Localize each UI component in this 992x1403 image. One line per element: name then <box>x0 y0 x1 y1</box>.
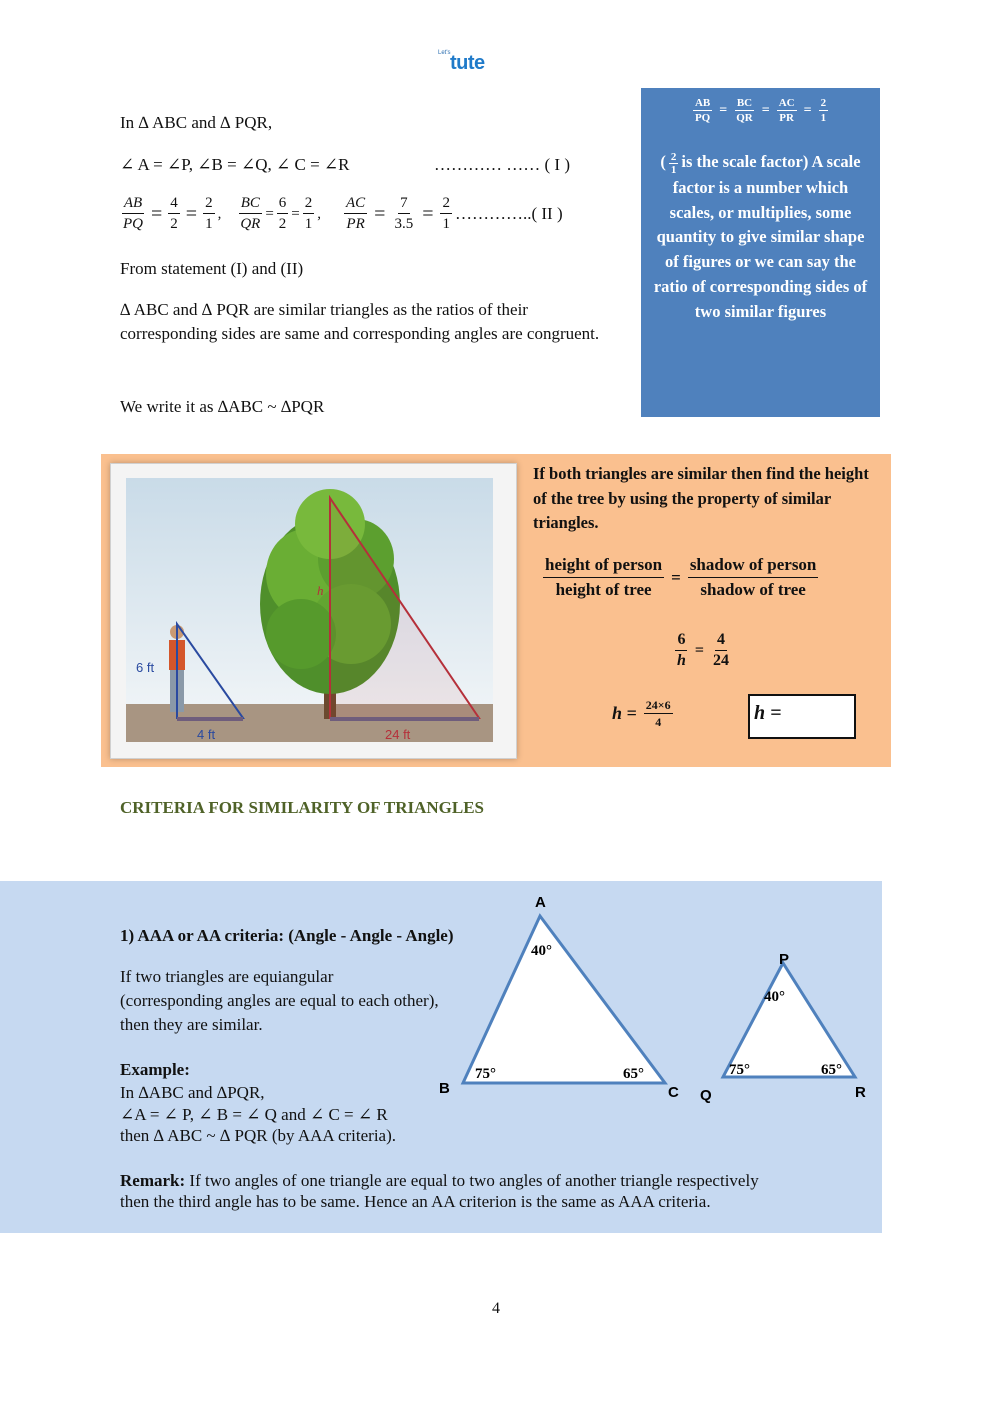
example-line-2: ∠A = ∠ P, ∠ B = ∠ Q and ∠ C = ∠ R <box>120 1105 388 1124</box>
angle-q: 75° <box>729 1062 750 1078</box>
ratio-ab-pq: $\frac{AB}{PQ}$ <box>123 195 143 232</box>
triangle-pqr <box>723 963 855 1077</box>
vertex-c: C <box>668 1084 679 1101</box>
answer-box[interactable]: h = <box>748 694 856 739</box>
remark-line-1: If two angles of one triangle are equal to two angles of another triangle respectively <box>185 1171 759 1190</box>
tree-illustration <box>110 463 517 759</box>
page-number: 4 <box>492 1300 500 1317</box>
triangles-diagram <box>0 881 882 1233</box>
example-line-1: In ∆ABC and ∆PQR, <box>120 1083 265 1102</box>
proportion-formula: $\frac{\text{height of person}}{\text{height of tree}}$ = $\frac{\text{shadow of person}}{\text{shadow of tree}}$ <box>545 555 817 599</box>
section-heading: CRITERIA FOR SIMILARITY OF TRIANGLES <box>120 798 484 817</box>
h-equation: h = $\frac{24\times 6}{4}$ <box>612 698 671 729</box>
angle-p: 40° <box>764 989 785 1005</box>
example-label: Example: <box>120 1060 190 1079</box>
vertex-p: P <box>779 951 790 968</box>
h-label: h <box>317 583 324 598</box>
similar-paragraph: ∆ ABC and ∆ PQR are similar triangles as the ratios of their corresponding sides are same and corresponding angles are congruent. <box>120 300 600 343</box>
aaa-desc-3: then they are similar. <box>120 1015 263 1034</box>
vertex-a: A <box>535 894 546 911</box>
angle-r: 65° <box>821 1062 842 1078</box>
ratio-2-1-b: $\frac{2}{1}$ <box>304 195 313 232</box>
logo-main-text: tute <box>450 52 485 74</box>
angle-b: 75° <box>475 1066 496 1082</box>
vertex-r: R <box>855 1084 866 1101</box>
remark-line-2: then the third angle has to be same. Hence an AA criterion is the same as AAA criteria. <box>120 1192 711 1211</box>
angle-a: 40° <box>531 943 552 959</box>
person-shadow <box>177 717 243 721</box>
ratio-4-2: $\frac{4}{2}$ <box>170 195 178 232</box>
aaa-desc-2: (corresponding angles are equal to each other), <box>120 991 439 1010</box>
ratio-line: $\frac{AB}{PQ}$ = $\frac{4}{2}$ = $\frac{2}{1}$ , $\frac{BC}{QR}$ = $\frac{6}{2}$ = $\frac{2}{1}$ , $\frac{AC}{PR}$ = $\frac{7}{3.5}$ = $\frac{2}{1}$ …………..( II ) <box>123 195 563 232</box>
ratio-tag: …………..( II ) <box>454 203 563 223</box>
tree-scene <box>111 464 516 758</box>
ratio-2-1-c: $\frac{2}{1}$ <box>442 195 450 232</box>
intro-angles-tag: ………… …… ( I ) <box>434 155 570 174</box>
notation-line: We write it as ∆ABC ~ ∆PQR <box>120 397 325 416</box>
remark-label: Remark: <box>120 1171 186 1190</box>
ratio-6-2: $\frac{6}{2}$ <box>278 195 287 232</box>
logo-small-text: Let's <box>438 50 451 56</box>
tree-question: If both triangles are similar then find the height of the tree by using the property of similar triangles. <box>533 464 869 532</box>
from-statement: From statement (I) and (II) <box>120 259 304 278</box>
ratio-ac-pr: $\frac{AC}{PR}$ <box>346 195 366 232</box>
intro-angles: ∠ A = ∠P, ∠B = ∠Q, ∠ C = ∠R <box>120 155 350 174</box>
aaa-title: 1) AAA or AA criteria: (Angle - Angle - Angle) <box>120 926 454 945</box>
person-shadow-label: 4 ft <box>197 727 216 742</box>
example-line-3: then ∆ ABC ~ ∆ PQR (by AAA criteria). <box>120 1126 397 1145</box>
triangle-abc <box>463 916 665 1083</box>
proportion-values: $\frac{6}{h}$ = $\frac{4}{24}$ <box>677 631 730 669</box>
vertex-q: Q <box>700 1087 712 1104</box>
scale-factor-text: ( $\frac{2}{1}$ is the scale factor) A scale factor is a number which scales, or multiplies, some quantity to give similar shape of figures or we can say the ratio of corresponding sides of two similar figures <box>653 150 868 321</box>
person-height-label: 6 ft <box>136 660 155 675</box>
tree-shadow <box>330 717 479 721</box>
logo <box>438 50 498 74</box>
aaa-desc-1: If two triangles are equiangular <box>120 967 334 986</box>
vertex-b: B <box>439 1080 450 1097</box>
tree-shadow-label: 24 ft <box>385 727 411 742</box>
scale-factor-box <box>641 88 880 417</box>
ratio-bc-qr: $\frac{BC}{QR}$ <box>240 195 261 232</box>
ratio-7-35: $\frac{7}{3.5}$ <box>394 195 414 232</box>
intro-line1: In ∆ ABC and ∆ PQR, <box>120 113 273 132</box>
ratio-2-1: $\frac{2}{1}$ <box>205 195 213 232</box>
angle-c: 65° <box>623 1066 644 1082</box>
scale-ratio-header: $\frac{AB}{PQ}$ = $\frac{BC}{QR}$ = $\frac{AC}{PR}$ = $\frac{2}{1}$ <box>694 97 827 124</box>
